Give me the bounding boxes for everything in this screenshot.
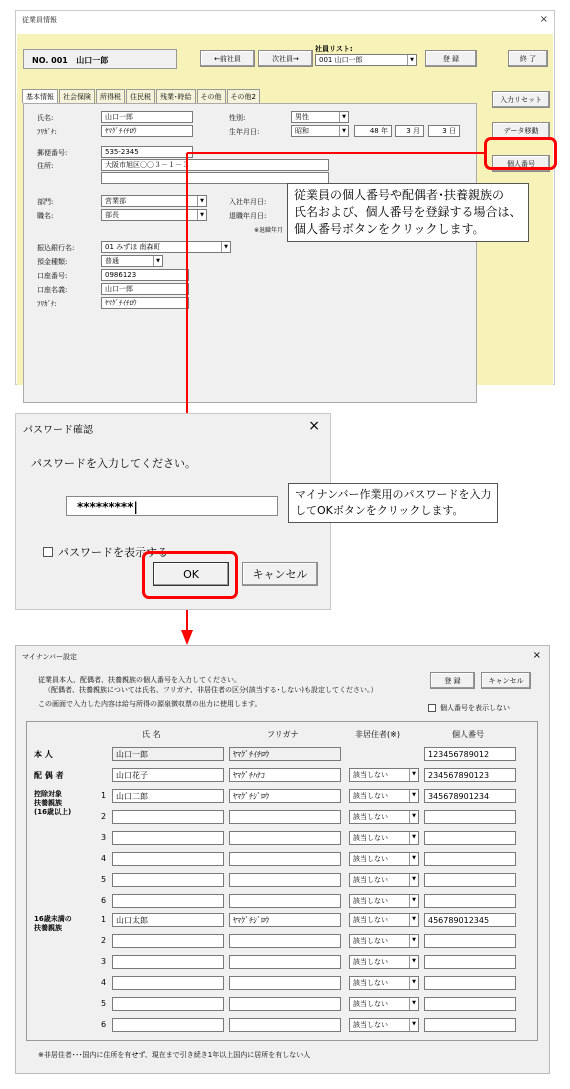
row-nonresident-select[interactable] xyxy=(349,976,419,990)
row-name-field[interactable] xyxy=(112,894,224,908)
position-value: 部長 xyxy=(105,211,119,219)
row-nonresident-select[interactable] xyxy=(349,810,419,824)
spouse-label: 配 偶 者 xyxy=(34,771,64,780)
chevron-down-icon[interactable]: ▼ xyxy=(409,914,418,926)
chevron-down-icon[interactable]: ▼ xyxy=(409,1019,418,1031)
row-name-field[interactable]: 山口二郎 xyxy=(112,789,224,803)
self-name: 山口一郎 xyxy=(112,747,224,761)
row-nonresident-select[interactable] xyxy=(349,894,419,908)
header-kana: フリガナ xyxy=(267,730,299,739)
chevron-down-icon[interactable]: ▼ xyxy=(339,112,348,122)
leave-date-label: 退職年月日: xyxy=(229,212,267,220)
instruction-line: （配偶者、扶養親族については氏名、フリガナ、非居住者の区分(該当する･しない)も設定してください。） xyxy=(44,686,378,694)
row-nonresident-value: 該当しない xyxy=(353,1021,388,1029)
close-icon[interactable]: × xyxy=(308,418,320,434)
row-nonresident-select[interactable] xyxy=(349,997,419,1011)
birth-label: 生年月日: xyxy=(229,128,260,136)
tab-resident-tax[interactable]: 住民税 xyxy=(126,89,155,103)
chevron-down-icon[interactable]: ▼ xyxy=(339,126,348,136)
row-name-field[interactable] xyxy=(112,831,224,845)
chevron-down-icon[interactable]: ▼ xyxy=(409,769,418,781)
row-name-field[interactable] xyxy=(112,852,224,866)
name-label: 氏名: xyxy=(37,114,54,122)
row-number-field[interactable] xyxy=(424,1018,516,1032)
birth-month: 3 xyxy=(406,127,411,135)
bank-value: 01 みずほ 南森町 xyxy=(105,243,161,251)
self-number[interactable]: 123456789012 xyxy=(424,747,516,761)
spouse-nonresident-value: 該当しない xyxy=(353,771,388,779)
name-field[interactable]: 山口一郎 xyxy=(101,111,193,123)
row-kana-field[interactable] xyxy=(229,1018,341,1032)
sex-label: 性別: xyxy=(229,114,246,122)
young-label-line: 16歳未満の xyxy=(34,915,72,923)
header-nonresident: 非居住者(※) xyxy=(355,730,400,739)
birth-year: 48 xyxy=(369,127,379,135)
row-kana-field[interactable]: ﾔﾏｸﾞﾁｼﾞﾛｳ xyxy=(229,913,341,927)
birth-month-unit: 月 xyxy=(413,127,420,135)
chevron-down-icon[interactable]: ▼ xyxy=(197,210,206,220)
spouse-number[interactable]: 234567890123 xyxy=(424,768,516,782)
instructions xyxy=(38,675,377,709)
row-kana-field[interactable] xyxy=(229,873,341,887)
row-number-field[interactable] xyxy=(424,894,516,908)
row-nonresident-value: 該当しない xyxy=(353,916,388,924)
ok-button[interactable]: OK xyxy=(153,562,229,586)
dependents-label-line: 控除対象 xyxy=(34,790,62,798)
row-nonresident-select[interactable] xyxy=(349,934,419,948)
address-label: 住所: xyxy=(37,162,54,170)
row-name-field[interactable]: 山口太郎 xyxy=(112,913,224,927)
instruction-line: 従業員本人、配偶者、扶養親族の個人番号を入力してください。 xyxy=(38,676,241,684)
self-label: 本 人 xyxy=(34,750,53,759)
close-icon[interactable]: × xyxy=(539,14,548,25)
spouse-name[interactable]: 山口花子 xyxy=(112,768,224,782)
young-dependents-label xyxy=(34,915,72,933)
employee-number: NO. 001 xyxy=(32,56,68,65)
birth-year-unit: 年 xyxy=(381,127,388,135)
row-number-field[interactable] xyxy=(424,955,516,969)
row-kana-field[interactable] xyxy=(229,976,341,990)
password-input[interactable]: *********| xyxy=(66,496,278,516)
callout-line: してOKボタンをクリックします。 xyxy=(295,504,464,517)
chevron-down-icon[interactable]: ▼ xyxy=(409,977,418,989)
employee-name: 山口一郎 xyxy=(76,56,109,65)
checkbox-box[interactable] xyxy=(43,547,53,557)
row-nonresident-select[interactable] xyxy=(349,873,419,887)
hide-number-label: 個人番号を表示しない xyxy=(440,704,510,712)
row-kana-field[interactable] xyxy=(229,852,341,866)
row-number: 1 xyxy=(101,791,107,800)
address-field[interactable]: 大阪市旭区〇〇３－１－３ xyxy=(101,159,329,171)
row-number-field[interactable] xyxy=(424,810,516,824)
kana-field[interactable]: ﾔﾏｸﾞﾁｲﾁﾛｳ xyxy=(101,125,193,137)
row-nonresident-value: 該当しない xyxy=(353,876,388,884)
row-name-field[interactable] xyxy=(112,873,224,887)
tab-income-tax[interactable]: 所得税 xyxy=(96,89,125,103)
dept-label: 部門: xyxy=(37,198,54,206)
row-name-field[interactable] xyxy=(112,976,224,990)
row-kana-field[interactable] xyxy=(229,810,341,824)
row-nonresident-value: 該当しない xyxy=(353,897,388,905)
row-number: 5 xyxy=(101,999,107,1008)
row-nonresident-value: 該当しない xyxy=(353,958,388,966)
tab-other[interactable]: その他 xyxy=(197,89,226,103)
row-number-field[interactable] xyxy=(424,976,516,990)
row-kana-field[interactable] xyxy=(229,997,341,1011)
cancel-button[interactable]: キャンセル xyxy=(242,562,318,586)
chevron-down-icon[interactable]: ▼ xyxy=(409,832,418,844)
mynumber-button[interactable]: 個人番号 xyxy=(492,155,550,172)
callout-line: 個人番号ボタンをクリックします。 xyxy=(294,222,485,236)
callout-line: 従業員の個人番号や配偶者･扶養親族の xyxy=(294,188,505,202)
row-number: 3 xyxy=(101,833,107,842)
dependents-label xyxy=(34,790,71,817)
self-kana: ﾔﾏｸﾞﾁｲﾁﾛｳ xyxy=(229,747,341,761)
row-number: 4 xyxy=(101,854,107,863)
row-name-field[interactable] xyxy=(112,810,224,824)
row-nonresident-value: 該当しない xyxy=(353,834,388,842)
chevron-down-icon[interactable]: ▼ xyxy=(409,956,418,968)
dept-value: 営業部 xyxy=(105,197,126,205)
password-value: ********* xyxy=(77,500,134,514)
acct-name-label: 口座名義: xyxy=(37,286,68,294)
row-number-field[interactable] xyxy=(424,934,516,948)
chevron-down-icon[interactable]: ▼ xyxy=(221,242,230,252)
row-number: 6 xyxy=(101,1020,107,1029)
acct-no-field[interactable]: 0986123 xyxy=(101,269,189,281)
row-nonresident-value: 該当しない xyxy=(353,1000,388,1008)
row-number-field[interactable] xyxy=(424,831,516,845)
row-kana-field[interactable] xyxy=(229,894,341,908)
chevron-down-icon[interactable]: ▼ xyxy=(197,196,206,206)
row-number-field[interactable]: 345678901234 xyxy=(424,789,516,803)
row-name-field[interactable] xyxy=(112,997,224,1011)
callout-line: 氏名および、個人番号を登録する場合は、 xyxy=(294,205,522,219)
header-name: 氏 名 xyxy=(142,730,161,739)
row-number-field[interactable] xyxy=(424,997,516,1011)
bank-label: 振込銀行名: xyxy=(37,244,75,252)
chevron-down-icon[interactable]: ▼ xyxy=(409,998,418,1010)
row-nonresident-select[interactable] xyxy=(349,852,419,866)
footnote: ※非居住者･･･国内に住所を有せず、現在まで引き続き1年以上国内に居所を有しない人 xyxy=(38,1051,311,1059)
exit-button[interactable]: 終 了 xyxy=(508,50,548,67)
row-nonresident-value: 該当しない xyxy=(353,792,388,800)
row-number: 3 xyxy=(101,957,107,966)
zip-field[interactable]: 535-2345 xyxy=(101,146,193,158)
row-number: 2 xyxy=(101,812,107,821)
row-name-field[interactable] xyxy=(112,1018,224,1032)
kana-label: ﾌﾘｶﾞﾅ: xyxy=(37,128,57,136)
acct-no-label: 口座番号: xyxy=(37,272,68,280)
prev-employee-button[interactable]: ←前社員 xyxy=(200,50,255,67)
checkbox-box[interactable] xyxy=(428,704,436,712)
row-number-field[interactable] xyxy=(424,873,516,887)
birth-day-unit: 日 xyxy=(449,127,456,135)
acct-type-value: 普通 xyxy=(105,257,119,265)
row-kana-field[interactable] xyxy=(229,955,341,969)
mynumber-settings-window xyxy=(15,645,550,1074)
window-title: マイナンバー設定 xyxy=(22,653,78,661)
acct-kana-label: ﾌﾘｶﾞﾅ: xyxy=(37,300,57,308)
dialog-title: パスワード確認 xyxy=(23,425,93,436)
chevron-down-icon[interactable]: ▼ xyxy=(153,256,162,266)
birth-day: 3 xyxy=(442,127,447,135)
row-nonresident-select[interactable] xyxy=(349,831,419,845)
chevron-down-icon[interactable]: ▼ xyxy=(409,853,418,865)
password-prompt: パスワードを入力してください。 xyxy=(31,457,196,470)
data-move-button[interactable]: データ移動 xyxy=(492,122,550,139)
row-number: 1 xyxy=(101,915,107,924)
instruction-line: この画面で入力した内容は給与所得の源泉徴収票の出力に使用します。 xyxy=(38,700,262,708)
chevron-down-icon[interactable]: ▼ xyxy=(409,874,418,886)
row-kana-field[interactable] xyxy=(229,934,341,948)
row-number: 6 xyxy=(101,896,107,905)
row-nonresident-value: 該当しない xyxy=(353,855,388,863)
row-number-field[interactable] xyxy=(424,852,516,866)
chevron-down-icon[interactable]: ▼ xyxy=(409,790,418,802)
input-reset-button[interactable]: 入力リセット xyxy=(492,91,550,108)
row-name-field[interactable] xyxy=(112,955,224,969)
row-number-field[interactable]: 456789012345 xyxy=(424,913,516,927)
register-button[interactable]: 登 録 xyxy=(430,672,475,689)
row-nonresident-select[interactable] xyxy=(349,1018,419,1032)
young-label-line: 扶養親族 xyxy=(34,924,62,932)
close-icon[interactable]: × xyxy=(532,650,541,661)
header-mynumber: 個人番号 xyxy=(452,730,484,739)
mynumber-grid xyxy=(26,721,538,1041)
hide-number-checkbox[interactable] xyxy=(428,703,510,713)
row-number: 5 xyxy=(101,875,107,884)
employee-list-label: 社員リスト: xyxy=(315,45,353,53)
acct-name-field[interactable]: 山口一郎 xyxy=(101,283,189,295)
sex-value: 男性 xyxy=(295,113,309,121)
callout-password xyxy=(288,483,498,523)
callout-line: マイナンバー作業用のパスワードを入力 xyxy=(295,488,492,501)
row-number: 2 xyxy=(101,936,107,945)
dependents-label-line: 扶養親族 xyxy=(34,799,62,807)
row-kana-field[interactable] xyxy=(229,831,341,845)
tab-other2[interactable]: その他2 xyxy=(227,89,260,103)
row-nonresident-select[interactable] xyxy=(349,789,419,803)
cancel-button[interactable]: キャンセル xyxy=(481,672,531,689)
row-kana-field[interactable]: ﾔﾏｸﾞﾁｼﾞﾛｳ xyxy=(229,789,341,803)
row-nonresident-value: 該当しない xyxy=(353,979,388,987)
join-date-label: 入社年月日: xyxy=(229,198,267,206)
row-nonresident-value: 該当しない xyxy=(353,813,388,821)
tab-basic-info[interactable]: 基本情報 xyxy=(22,89,58,103)
chevron-down-icon[interactable]: ▼ xyxy=(409,895,418,907)
row-nonresident-select[interactable] xyxy=(349,913,419,927)
chevron-down-icon[interactable]: ▼ xyxy=(409,935,418,947)
employee-list-value: 001 山口一郎 xyxy=(319,56,363,64)
chevron-down-icon[interactable]: ▼ xyxy=(407,55,416,65)
spouse-kana[interactable]: ﾔﾏｸﾞﾁﾊﾅｺ xyxy=(229,768,341,782)
register-button[interactable]: 登 録 xyxy=(425,50,477,67)
chevron-down-icon[interactable]: ▼ xyxy=(409,811,418,823)
next-employee-button[interactable]: 次社員→ xyxy=(258,50,313,67)
position-label: 職名: xyxy=(37,212,54,220)
spouse-nonresident-select[interactable] xyxy=(349,768,419,782)
callout-mynumber xyxy=(287,183,529,242)
row-number: 4 xyxy=(101,978,107,987)
tab-social-insurance[interactable]: 社会保険 xyxy=(59,89,95,103)
acct-kana-field[interactable]: ﾔﾏｸﾞﾁｲﾁﾛｳ xyxy=(101,297,189,309)
zip-label: 郵便番号: xyxy=(37,149,68,157)
window-title: 従業員情報 xyxy=(22,16,57,24)
row-nonresident-value: 該当しない xyxy=(353,937,388,945)
tab-overtime[interactable]: 残業･時給 xyxy=(156,89,196,103)
row-name-field[interactable] xyxy=(112,934,224,948)
leave-note: ※退職年月 xyxy=(254,227,284,234)
acct-type-label: 預金種類: xyxy=(37,258,68,266)
dependents-label-line: (16歳以上) xyxy=(34,808,72,816)
era-value: 昭和 xyxy=(295,127,309,135)
highlight-ok-button xyxy=(142,551,238,599)
show-password-label: パスワードを表示する xyxy=(58,546,168,559)
row-nonresident-select[interactable] xyxy=(349,955,419,969)
